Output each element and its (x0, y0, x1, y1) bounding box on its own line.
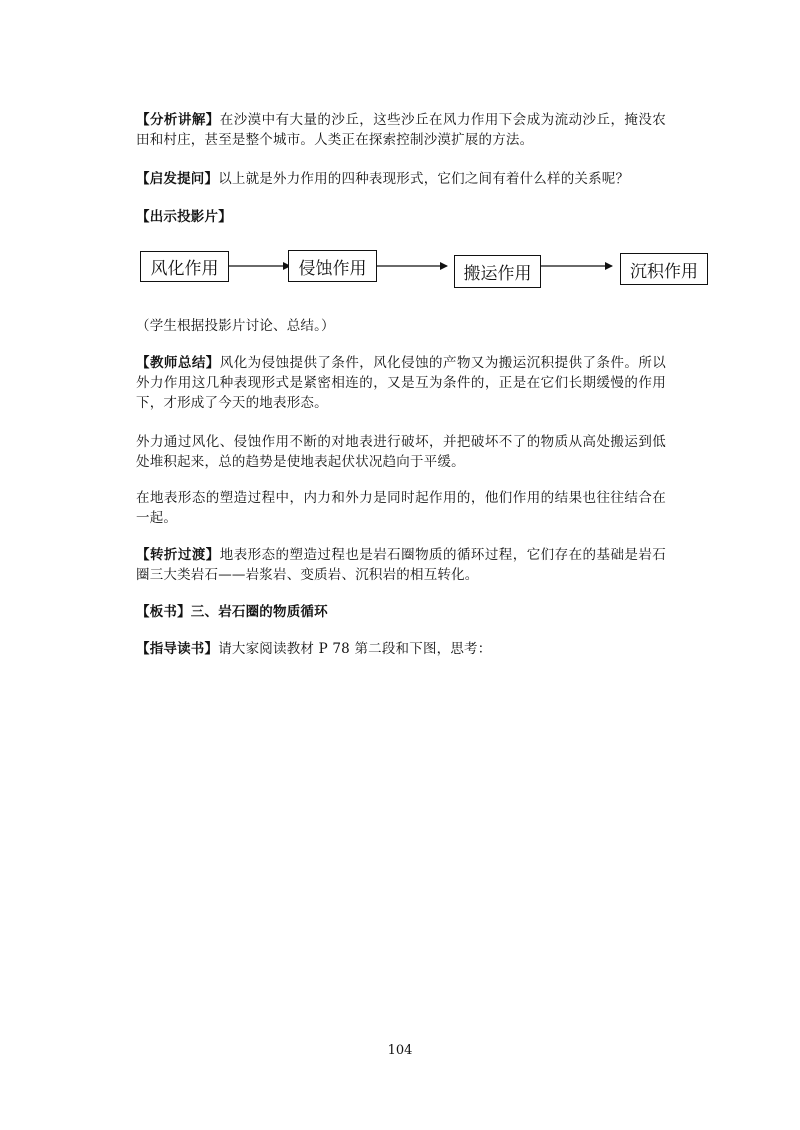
paragraph-tag: 【指导读书】 (136, 641, 219, 657)
paragraph-text: 请大家阅读教材 P 78 第二段和下图，思考： (218, 641, 492, 657)
paragraph-tag: 【分析讲解】 (136, 112, 220, 128)
paragraph-text: 在地表形态的塑造过程中，内力和外力是同时起作用的，他们作用的结果也往往结合在一起。 (136, 490, 666, 526)
paragraph-text: 风化为侵蚀提供了条件，风化侵蚀的产物又为搬运沉积提供了条件。所以外力作用这几种表现形式是紧密相连的，又是互为条件的，正是在它们长期缓慢的作用下，才形成了今天的地表形态。 (136, 355, 667, 411)
flow-box-transport: 搬运作用 (454, 255, 541, 288)
paragraph-text: 地表形态的塑造过程也是岩石圈物质的循环过程，它们存在的基础是岩石圈三大类岩石——岩浆岩、变质岩、沉积岩的相互转化。 (136, 547, 667, 583)
paragraph-external-force (136, 432, 666, 472)
paragraph-text: 外力通过风化、侵蚀作用不断的对地表进行破坏，并把破坏不了的物质从高处搬运到低处堆积起来，总的趋势是使地表起伏状况趋向于平缓。 (136, 434, 666, 470)
flow-box-weathering: 风化作用 (140, 251, 229, 282)
flow-box-deposition: 沉积作用 (620, 253, 708, 285)
flow-box-erosion: 侵蚀作用 (288, 250, 377, 282)
paragraph-show-slide (136, 207, 666, 227)
paragraph-transition (136, 545, 666, 585)
paragraph-reading-guide (136, 639, 666, 659)
paragraph-student-note (136, 316, 666, 336)
paragraph-tag: 【转折过渡】 (136, 547, 220, 563)
paragraph-text: 以上就是外力作用的四种表现形式，它们之间有着什么样的关系呢？ (218, 171, 630, 187)
paragraph-internal-external (136, 488, 666, 528)
paragraph-tag: 【启发提问】 (136, 171, 219, 187)
paragraph-text: （学生根据投影片讨论、总结。） (136, 318, 335, 334)
paragraph-board-title (136, 602, 666, 622)
paragraph-tag: 【出示投影片】 (136, 209, 232, 225)
paragraph-tag: 【教师总结】 (136, 355, 220, 371)
paragraph-teacher-summary (136, 353, 666, 413)
section-heading: 【板书】三、岩石圈的物质循环 (136, 604, 328, 620)
paragraph-text: 在沙漠中有大量的沙丘，这些沙丘在风力作用下会成为流动沙丘，掩没农田和村庄，甚至是整个城市。人类正在探索控制沙漠扩展的方法。 (136, 112, 667, 148)
page-number: 104 (387, 1043, 413, 1058)
paragraph-analysis (136, 110, 666, 150)
paragraph-question (136, 169, 666, 189)
